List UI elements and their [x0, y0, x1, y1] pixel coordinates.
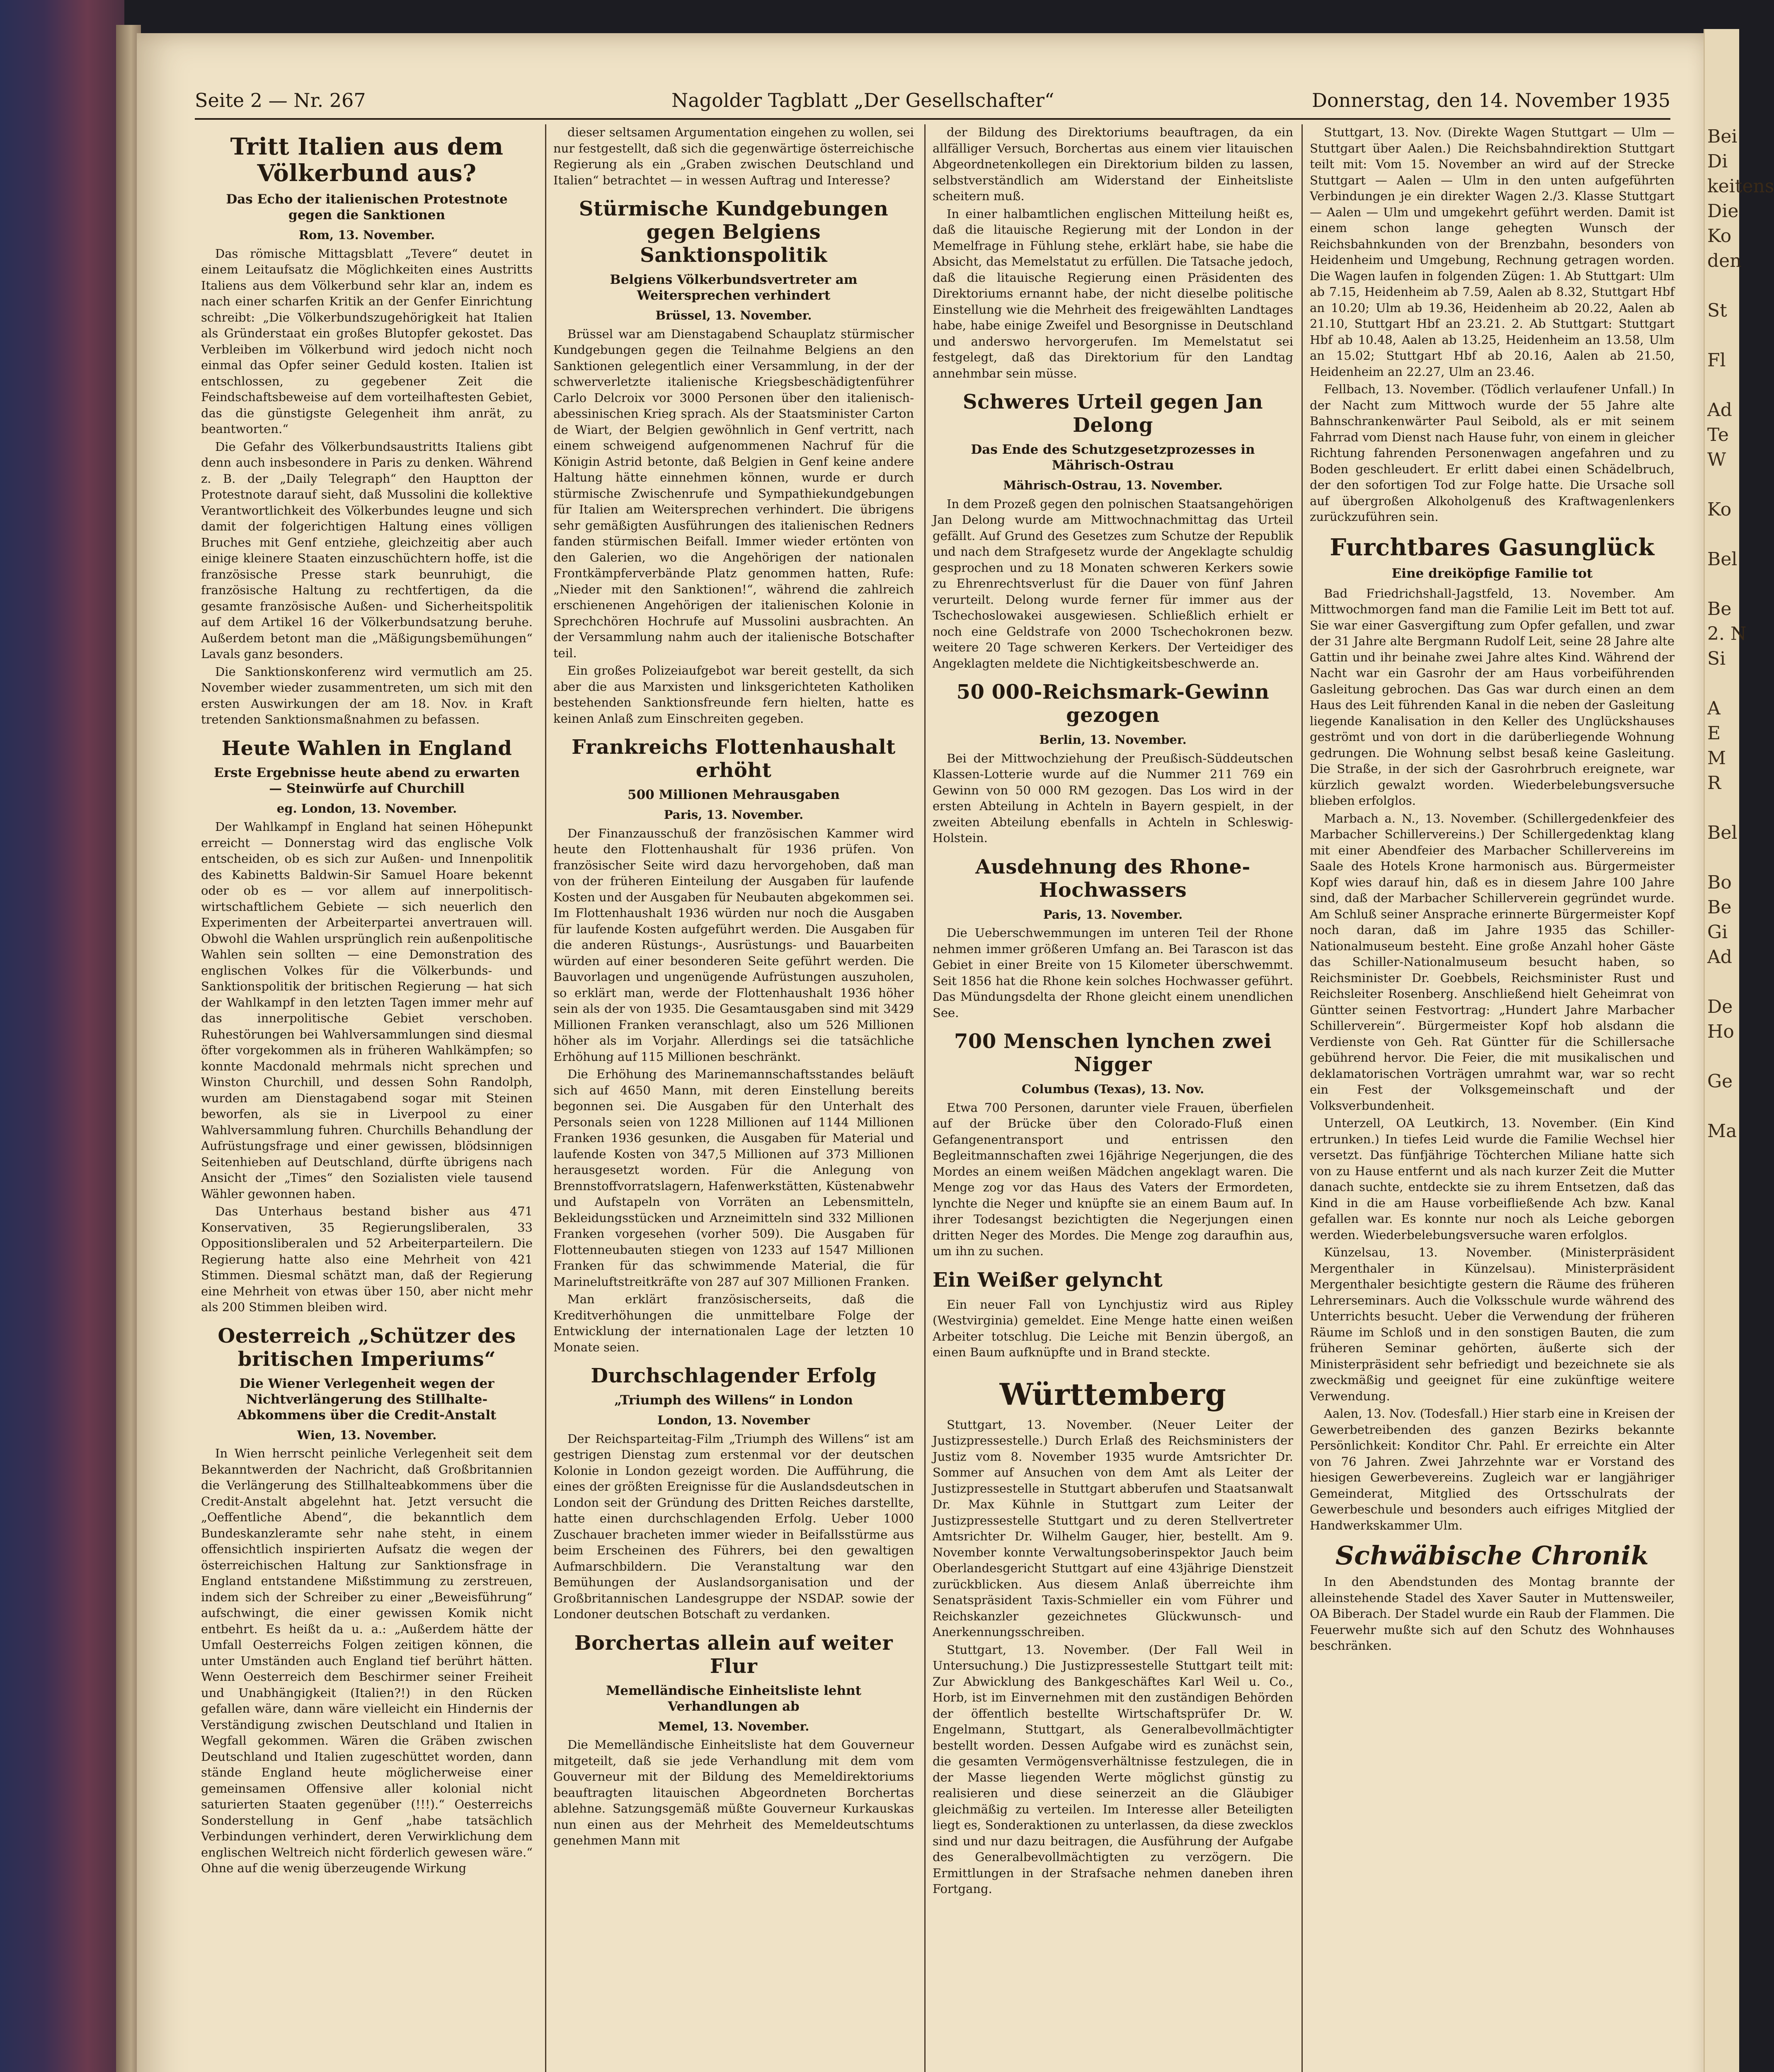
article-paragraph: Der Wahlkampf in England hat seinen Höhepunkt erreicht — Donnerstag wird das englische Volk entscheiden, ob es sich zur Außen- und Innenpolitik des Kabinetts Baldwin-Sir Samuel Hoare bekennt oder ob es — vor allem auf innerpolitisch-wirtschaftlichem Gebiete — sich neuerlich den Experimenten der Arbeiterpartei anvertrauen will. Obwohl die Wahlen ursprünglich rein außenpolitische Wahlen sein sollten — eine Demonstration des englischen Volkes für die Völkerbunds- und Sanktionspolitik der britischen Regierung — hat sich der Wahlkampf in den letzten Tagen immer mehr auf das innerpolitische Gebiet verschoben. Ruhestörungen bei Wahlversammlungen sind diesmal öfter vorgekommen als in früheren Wahlkämpfen; so konnte Macdonald mehrmals nicht sprechen und Winston Churchill, und dessen Sohn Randolph, wurden am Dienstagabend sogar mit Steinen beworfen, als sie in Liverpool zu einer Wahlversammlung fuhren. Churchills Behandlung der Aufrüstungsfrage und einer gewissen, blödsinnigen Seitenhieben auf Deutschland, dürfte übrigens nach Ansicht der „Times“ den Sozialisten viele tausend Wähler gewonnen haben.	[201, 820, 533, 1201]
article-paragraph: Aalen, 13. Nov. (Todesfall.) Hier starb eine in Kreisen der Gewerbetreibenden des ganzen Bezirks bekannte Persönlichkeit: Konditor Chr. Pahl. Er erreichte ein Alter von 76 Jahren. Zwei Jahrzehnte war er Vorstand des hiesigen Gewerbevereins. Zugleich war er langjähriger Gemeinderat, Mitglied des Ortsschulrats der Gewerbeschule und besonders auch eifriges Mitglied der Handwerkskammer Ulm.	[1310, 1406, 1675, 1532]
section-title-wuerttemberg: Württemberg	[999, 1376, 1226, 1412]
dateline: Paris, 13. November.	[1043, 907, 1183, 922]
headline-france-fleet: Frankreichs Flottenhaushalt erhöht	[572, 736, 896, 782]
dateline: Wien, 13. November.	[297, 1428, 437, 1442]
article-paragraph: Die Ueberschwemmungen im unteren Teil der Rhone nehmen immer größeren Umfang an. Bei Tarascon ist das Gebiet in einer Breite von 15 Kilometer überschwemmt. Seit 1856 hat die Rhone kein solches Hochwasser geführt. Das Mündungsdelta der Rhone gleicht einem unendlichen See.	[933, 926, 1293, 1020]
article-paragraph: Fellbach, 13. November. (Tödlich verlaufener Unfall.) In der Nacht zum Mittwoch wurde der 55 Jahre alte Bahnschrankenwärter Paul Seibold, als er mit seinem Fahrrad vom Dienst nach Hause fuhr, von einem in gleicher Richtung fahrenden Personenwagen angefahren und zu Boden geschleudert. Er erlitt dabei einen Schädelbruch, der den sofortigen Tod zur Folge hatte. Die Ursache soll auf übergroßen Alkoholgenuß des Kraftwagenlenkers zurückzuführen sein.	[1310, 382, 1675, 524]
headline-belgium: Stürmische Kundgebungen gegen Belgiens Sanktionspolitik	[579, 197, 889, 267]
column-2	[553, 124, 914, 2072]
dateline: Columbus (Texas), 13. Nov.	[1021, 1082, 1204, 1096]
page-header	[195, 89, 1670, 114]
column-1	[201, 124, 533, 2072]
subhead-delong: Das Ende des Schutzgesetzprozesses in Mährisch-Ostrau	[971, 442, 1255, 473]
dateline: London, 13. November	[657, 1413, 810, 1427]
headline-film: Durchschlagender Erfolg	[591, 1364, 877, 1387]
column-divider	[545, 124, 546, 2072]
dateline: Brüssel, 13. November.	[655, 308, 812, 322]
dateline: Paris, 13. November.	[664, 808, 804, 822]
article-paragraph: Die Erhöhung des Marinemannschaftsstandes beläuft sich auf 4650 Mann, mit deren Einstellung bereits begonnen sei. Die Ausgaben für den Unterhalt des Personals seien von 1228 Millionen auf 1144 Millionen Franken 1936 gesunken, die Ausgaben für Material und laufende Kosten von 347,5 Millionen auf 373 Millionen herausgesetzt worden. Für die Anlegung von Brennstoffvorratslagern, Hafenwerkstätten, Küstenabwehr und Aufstapeln von Vorräten an Lebensmitteln, Bekleidungsstücken und Arzneimitteln sind 332 Millionen Franken vorgesehen (vorher 509). Die Ausgaben für Flottenneubauten stiegen von 1233 auf 1547 Millionen Franken für das schwimmende Material, die für Marineluftstreitkräfte von 287 auf 307 Millionen Franken.	[553, 1067, 914, 1289]
article-paragraph: Der Reichsparteitag-Film „Triumph des Willens“ ist am gestrigen Dienstag zum erstenmal vor der deutschen Kolonie in London gezeigt worden. Die Aufführung, die eines der größten Ereignisse für die Auslandsdeutschen in London seit der Gründung des Dritten Reiches darstellte, hatte einen durchschlagenden Erfolg. Ueber 1000 Zuschauer bracheten immer wieder in Beifallsstürme aus beim Erscheinen des Führers, bei den gewaltigen Aufmarschbildern. Die Veranstaltung war den Bemühungen der Auslandsorganisation und der Großbritannischen Landesgruppe der NSDAP. sowie der Londoner deutschen Botschaft zu verdanken.	[553, 1431, 914, 1621]
column-4	[1310, 124, 1675, 2072]
masthead: Nagolder Tagblatt „Der Gesellschafter“	[671, 89, 1054, 111]
headline-lottery: 50 000-Reichsmark-Gewinn gezogen	[956, 680, 1270, 727]
article-paragraph: Bad Friedrichshall-Jagstfeld, 13. November. Am Mittwochmorgen fand man die Familie Leit im Bett tot auf. Sie war einer Gasvergiftung zum Opfer gefallen, und zwar der 31 Jahre alte Bergmann Rudolf Leit, seine 28 Jahre alte Gattin und ihr beinahe zwei Jahre altes Kind. Während der Nacht war ein Gasrohr der am Haus vorbeiführenden Gasleitung gebrochen. Das Gas war durch einen an dem Haus des Leit führenden Kanal in die neben der Gasleitung liegende Kanalisation in den Keller des Unglückshauses geströmt und von dort in die darüberliegende Wohnung gedrungen. Die Wohnung selbst besaß keine Gasleitung. Die Straße, in der sich der Gasrohrbruch ereignete, war kürzlich gewalzt worden. Wiederbelebungsversuche blieben erfolglos.	[1310, 586, 1675, 808]
article-paragraph: Die Gefahr des Völkerbundsaustritts Italiens gibt denn auch insbesondere in Paris zu denken. Während z. B. der „Daily Telegraph“ den Hauptton der Protestnote darauf sieht, daß Mussolini die kollektive Verantwortlichkeit des Völkerbundes leugne und sich damit der folgerichtigen Haltung eines völligen Bruches mit Genf entziehe, gleichzeitig aber auch einige kleinere Staaten einzuschüchtern hoffe, ist die französische Presse stark beunruhigt, die französische Haltung zu rechtfertigen, da die gesamte französische Außen- und Sicherheitspolitik auf dem Artikel 16 der Völkerbundsatzung beruhe. Außerdem betont man die „Mäßigungsbemühungen“ Lavals ganz besonders.	[201, 439, 533, 661]
subhead-france-fleet: 500 Millionen Mehrausgaben	[628, 787, 840, 802]
article-paragraph: Ein neuer Fall von Lynchjustiz wird aus Ripley (Westvirginia) gemeldet. Eine Menge hatte einen weißen Arbeiter totschlug. Die Leiche mit Benzin übergoß, an einen Baum aufknüpfte und in Brand steckte.	[933, 1297, 1293, 1359]
article-paragraph: Unterzell, OA Leutkirch, 13. November. (Ein Kind ertrunken.) In tiefes Leid wurde die Familie Wechsel hier versetzt. Das fünfjährige Töchterchen Miliane hatte sich von zu Hause entfernt und als nach kurzer Zeit die Mutter danach suchte, entdeckte sie zu ihrem Entsetzen, daß das Kind in die am Hause vorbeifließende Ach bzw. Kanal gefallen war. Es konnte nur noch als Leiche geborgen werden. Wiederbelebungsversuche waren erfolglos.	[1310, 1116, 1675, 1242]
headline-england: Heute Wahlen in England	[221, 736, 512, 760]
headline-ripley: Ein Weißer gelyncht	[933, 1268, 1163, 1292]
article-paragraph: Das römische Mittagsblatt „Tevere“ deutet in einem Leitaufsatz die Möglichkeiten eines Austritts Italiens aus dem Völkerbund sehr klar an, indem es nach einer scharfen Kritik an der Genfer Einrichtung schreibt: „Die Völkerbundszugehörigkeit hat Italien als Gründerstaat ein großes Blutopfer gekostet. Das Verbleiben im Völkerbund wird jedoch nicht noch einmal das Opfer seiner Geduld kosten. Italien ist entschlossen, zu gegebener Zeit die Feindschaftsbeweise auf dem vorteilhaftesten Gebiet, das die günstigste Gelegenheit ihm anrät, zu beantworten.“	[201, 246, 533, 436]
headline-rhone: Ausdehnung des Rhone-Hochwassers	[975, 855, 1251, 902]
dateline: Berlin, 13. November.	[1039, 733, 1187, 747]
article-paragraph: Ein großes Polizeiaufgebot war bereit gestellt, da sich aber die aus Marxisten und linksgerichteten Katholiken bestehenden Sanktionsfreunde fern hielten, hatte es keinen Anlaß zum Einschreiten gegeben.	[553, 663, 914, 726]
header-rule	[195, 118, 1670, 120]
article-paragraph: Etwa 700 Personen, darunter viele Frauen, überfielen auf der Brücke über den Colorado-Fluß einen Gefangenentransport und entrissen den Begleitmannschaften zwei 16jährige Negerjungen, die des Mordes an einem weißen Mädchen angeklagt waren. Die Menge zog vor das Haus des Vaters der Ermordeten, lynchte die Neger und knüpfte sie an einem Baum auf. In ihrer Todesangst bezichtigten die Negerjungen einen dritten Neger des Mordes. Die Menge zog daraufhin aus, um ihn zu suchen.	[933, 1100, 1293, 1258]
headline-italy: Tritt Italien aus dem Völkerbund aus?	[230, 133, 504, 187]
article-paragraph: dieser seltsamen Argumentation eingehen zu wollen, sei nur festgestellt, daß sich die gegenwärtige österreichische Regierung als ein „Graben zwischen Deutschland und Italien“ betrachtet — in wessen Auftrag und Interesse?	[553, 125, 914, 187]
subhead-gas-accident: Eine dreiköpfige Familie tot	[1391, 566, 1593, 581]
article-paragraph: In den Abendstunden des Montag brannte der alleinstehende Stadel des Xaver Sauter in Muttensweiler, OA Biberach. Der Stadel wurde ein Raub der Flammen. Die Feuerwehr mußte sich auf den Schutz des Wohnhauses beschränken.	[1310, 1575, 1675, 1653]
facing-page-edge	[1704, 29, 1774, 2072]
dateline: Mährisch-Ostrau, 13. November.	[1003, 478, 1223, 492]
article-paragraph: Die Sanktionskonferenz wird vermutlich am 25. November wieder zusammentreten, um sich mit den ersten Auswirkungen der am 18. Nov. in Kraft tretenden Sanktionsmaßnahmen zu befassen.	[201, 664, 533, 726]
article-paragraph: In einer halbamtlichen englischen Mitteilung heißt es, daß die litauische Regierung mit der London in der Memelfrage in Fühlung stehe, erklärt habe, sie habe die Absicht, das Memelstatut zu erfüllen. Die Tatsache jedoch, daß die litauische Regierung einen Präsidenten des Direktoriums ernannt habe, der nicht dieselbe politische Einstellung wie die Mehrheit des freigewählten Landtages habe, habe einige Zweifel und Besorgnisse in Deutschland und anderswo hervorgerufen. Im Memelstatut sei festgelegt, daß das Direktorium für den Landtag annehmbar sein müsse.	[933, 206, 1293, 380]
article-paragraph: In dem Prozeß gegen den polnischen Staatsangehörigen Jan Delong wurde am Mittwochnachmittag das Urteil gefällt. Auf Grund des Gesetzes zum Schutze der Republik und nach dem Strafgesetz wurde der Angeklagte schuldig gesprochen und zu 18 Monaten schweren Kerkers sowie zu Ehrenrechtsverlust für die Dauer von fünf Jahren verurteilt. Delong wurde ferner für immer aus der Tschechoslowakei ausgewiesen. Schließlich erhielt er noch eine Geldstrafe von 2000 Tschechokronen bezw. weitere 20 Tage schweren Kerkers. Der Verteidiger des Angeklagten meldete die Nichtigkeitsbeschwerde an.	[933, 496, 1293, 670]
column-3	[933, 124, 1293, 2072]
page-number: Seite 2 — Nr. 267	[195, 89, 366, 111]
article-paragraph: Man erklärt französischerseits, daß die Kreditverhöhungen die unmittelbare Folge der Entwicklung der internationalen Lage der letzten 10 Monate seien.	[553, 1292, 914, 1354]
article-paragraph: Stuttgart, 13. Nov. (Direkte Wagen Stuttgart — Ulm — Stuttgart über Aalen.) Die Reichsbahndirektion Stuttgart teilt mit: Vom 15. November an wird auf der Strecke Stuttgart — Aalen — Ulm in den unten aufgeführten Verbindungen je ein direkter Wagen 2./3. Klasse Stuttgart — Aalen — Ulm und umgekehrt geführt werden. Damit ist einem schon lange gehegten Wunsch der Reichsbahnkunden von der Brenzbahn, besonders von Heidenheim und Umgebung, Rechnung getragen worden. Die Wagen laufen in folgenden Zügen: 1. Ab Stuttgart: Ulm ab 7.15, Heidenheim ab 7.59, Aalen ab 8.32, Stuttgart Hbf an 10.20; Ulm ab 19.36, Heidenheim ab 20.22, Aalen ab 21.10, Stuttgart Hbf an 23.21. 2. Ab Stuttgart: Stuttgart Hbf ab 10.48, Aalen ab 13.25, Heidenheim an 13.58, Ulm an 15.02; Stuttgart Hbf ab 20.16, Aalen ab 21.50, Heidenheim an 22.27, Ulm an 23.46.	[1310, 125, 1675, 379]
section-title-chronik: Schwäbische Chronik	[1335, 1540, 1649, 1571]
article-paragraph: der Bildung des Direktoriums beauftragen, da ein allfälliger Versuch, Borchertas aus einem vier litauischen Abgeordnetenkollegen ein Direktorium bilden zu lassen, selbstverständlich am Widerstand der Einheitsliste scheitern muß.	[933, 125, 1293, 203]
article-paragraph: Stuttgart, 13. November. (Neuer Leiter der Justizpressestelle.) Durch Erlaß des Reichsministers der Justiz vom 8. November 1935 wurde Amtsrichter Dr. Sommer auf Ansuchen von dem Amt als Leiter der Justizpressestelle in Stuttgart abberufen und Staatsanwalt Dr. Max Kühnle in Stuttgart zum Leiter der Justizpressestelle Stuttgart und zu deren Stellvertreter Amtsrichter Dr. Wilhelm Gauger, hier, bestellt. Am 9. November konnte Verwaltungsoberinspektor Jauch beim Oberlandesgericht Stuttgart auf eine 43jährige Dienstzeit zurückblicken. Aus diesem Anlaß überreichte ihm Senatspräsident Taxis-Schmieller ein vom Führer und Reichskanzler gezeichnetes Glückwunsch- und Anerkennungsschreiben.	[933, 1417, 1293, 1639]
subhead-austria: Die Wiener Verlegenheit wegen der Nichtverlängerung des Stillhalte-Abkommens über die Credit-Anstalt	[237, 1376, 497, 1423]
article-paragraph: Das Unterhaus bestand bisher aus 471 Konservativen, 35 Regierungsliberalen, 33 Oppositionsliberalen und 52 Arbeiterparteilern. Die Regierung hatte also eine Mehrheit von 421 Stimmen. Diesmal schätzt man, daß der Regierung eine Mehrheit von etwas über 150, aber nicht mehr als 200 Stimmen bleiben wird.	[201, 1204, 533, 1314]
headline-gas-accident: Furchtbares Gasunglück	[1330, 533, 1655, 561]
headline-texas: 700 Menschen lynchen zwei Nigger	[954, 1030, 1272, 1076]
column-divider	[1301, 124, 1303, 2072]
subhead-memel: Memelländische Einheitsliste lehnt Verhandlungen ab	[606, 1683, 862, 1714]
article-paragraph: In Wien herrscht peinliche Verlegenheit seit dem Bekanntwerden der Nachricht, daß Großbritannien die Verlängerung des Stillhalteabkommens über die Credit-Anstalt abgelehnt hat. Jetzt versucht die „Oeffentliche Abend“, die bekanntlich dem Bundeskanzleramte sehr nahe steht, in einem offensichtlich inspirierten Aufsatz die wegen der österreichischen Haltung zur Sanktionsfrage in England entstandene Mißstimmung zu zerstreuen, indem sich der Schreiber zu einer „Beweisführung“ aufschwingt, die einer gewissen Komik nicht entbehrt. Es heißt da u. a.: „Außerdem hätte der Umfall Oesterreichs Folgen zeitigen können, die unter Umständen auch England tief berührt hätten. Wenn Oesterreich dem Beschirmer seiner Freiheit und Unabhängigkeit (Italien?!) in den Rücken gefallen wäre, dann wäre vielleicht ein Hindernis der Verständigung zwischen Deutschland und Italien in Wegfall gekommen. Wären die Gräben zwischen Deutschland und Italien zugeschüttet worden, dann stände England heute möglicherweise einer gemeinsamen Offensive aller kolonial nicht saturierten Staaten gegenüber (!!!).“ Oesterreichs Sonderstellung in Genf „habe tatsächlich Verbindungen verhindert, deren Verwirklichung dem englischen Weltreich nicht förderlich gewesen wäre.“ Ohne auf die wenig überzeugende Wirkung	[201, 1446, 533, 1875]
headline-austria: Oesterreich „Schützer des britischen Imperiums“	[218, 1324, 516, 1371]
column-divider	[924, 124, 926, 2072]
subhead-england: Erste Ergebnisse heute abend zu erwarten — Steinwürfe auf Churchill	[214, 765, 520, 796]
issue-date: Donnerstag, den 14. November 1935	[1311, 89, 1670, 111]
subhead-film: „Triumph des Willens“ in London	[614, 1393, 853, 1408]
article-paragraph: Marbach a. N., 13. November. (Schillergedenkfeier des Marbacher Schillervereins.) Der Schillergedenktag klang mit einer Abendfeier des Marbacher Schillervereins im Saale des Hotels Krone harmonisch aus. Bürgermeister Kopf wies darauf hin, daß es in diesem Jahre 100 Jahre sind, daß der Marbacher Schillerverein gegründet wurde. Am Schluß seiner Ansprache erinnerte Bürgermeister Kopf noch daran, daß im Jahre 1935 das Schiller-Nationalmuseum besteht. Eine große Anzahl hoher Gäste das Schiller-Nationalmuseum besucht haben, so Reichsminister Dr. Goebbels, Reichsminister Rust und Reichsleiter Rosenberg. Anschließend hielt Geheimrat von Güntter seinen Festvortrag: „Hundert Jahre Marbacher Schillerverein“. Bürgermeister Kopf hob alsdann die Verdienste von Geh. Rat Güntter für die Schillersache gebührend hervor. Die Feier, die mit musikalischen und deklamatorischen Vorträgen umrahmt war, war so recht ein Fest der Volksgemeinschaft und der Volksverbundenheit.	[1310, 811, 1675, 1113]
headline-delong: Schweres Urteil gegen Jan Delong	[962, 390, 1263, 437]
dateline: eg. London, 13. November.	[276, 801, 457, 816]
dateline: Memel, 13. November.	[658, 1719, 809, 1733]
article-paragraph: Künzelsau, 13. November. (Ministerpräsident Mergenthaler in Künzelsau). Ministerpräsident Mergenthaler besichtigte gestern die Räume des früheren Lehrerseminars. Auch die Volksschule wurde während des Unterrichts besucht. Ueber die Verwendung der früheren Räume im Schloß und in den sonstigen Bauten, die zum früheren Seminar gehörten, äußerte sich der Ministerpräsident sehr befriedigt und bezeichnete sie als zweckmäßig und geeignet für eine zukünftige weitere Verwendung.	[1310, 1245, 1675, 1403]
dateline: Rom, 13. November.	[298, 228, 435, 242]
article-paragraph: Die Memelländische Einheitsliste hat dem Gouverneur mitgeteilt, daß sie jede Verhandlung mit dem vom Gouverneur mit der Bildung des Memeldirektoriums beauftragten litauischen Abgeordneten Borchertas ablehne. Satzungsgemäß müßte Gouverneur Kurkauskas nun einen aus der Mehrheit des Memeldeutschtums genehmen Mann mit	[553, 1738, 914, 1847]
subhead-italy: Das Echo der italienischen Protestnote gegen die Sanktionen	[226, 192, 508, 223]
headline-memel: Borchertas allein auf weiter Flur	[574, 1631, 893, 1678]
book-cover	[0, 0, 124, 2072]
article-paragraph: Brüssel war am Dienstagabend Schauplatz stürmischer Kundgebungen gegen die Teilnahme Belgiens an den Sanktionen gelegentlich einer Versammlung, in der der schwerverletzte italienische Kriegsbeschädigtenführer Carlo Delcroix vor 3000 Personen über den italienisch-abessinischen Krieg sprach. Als der Staatsminister Carton de Wiart, der Belgien gewöhnlich in Genf vertritt, nach einem schweigend aufgenommenen Nachruf für die Königin Astrid betonte, daß Belgien in Genf keine andere Haltung hätte einnehmen können, wurde er durch stürmische Zwischenrufe und Sympathiekundgebungen für Italien am Weitersprechen verhindert. Die übrigens sehr gemäßigten Ausführungen des italienischen Redners fanden stürmischen Beifall. Immer wieder ertönten von den Galerien, wo die Angehörigen der nationalen Frontkämpferverbände Platz genommen hatten, Rufe: „Nieder mit den Sanktionen!“, während die zahlreich erschienenen Angehörigen der italienischen Kolonie in Sprechchören Hochrufe auf Mussolini ausbrachten. An der Versammlung nahm auch der italienische Botschafter teil.	[553, 327, 914, 660]
article-paragraph: Stuttgart, 13. November. (Der Fall Weil in Untersuchung.) Die Justizpressestelle Stuttgart teilt mit: Zur Abwicklung des Bankgeschäftes Karl Weil u. Co., Horb, ist im Einvernehmen mit den zuständigen Behörden der öffentlich bestellte Wirtschaftsprüfer Dr. W. Engelmann, Stuttgart, als Generalbevollmächtigter bestellt worden. Dessen Aufgabe wird es zunächst sein, die gesamten Vermögensverhältnisse festzulegen, die in der Masse liegenden Werte möglichst günstig zu realisieren und diese seinerzeit an die Gläubiger gleichmäßig zu verteilen. Im Interesse aller Beteiligten liegt es, Sonderaktionen zu unterlassen, da diese zwecklos sind und nur dazu beitragen, die Ausführung der Aufgabe des Generalbevollmächtigten zu verzögern. Die Ermittlungen in der Strafsache nehmen daneben ihren Fortgang.	[933, 1642, 1293, 1896]
subhead-belgium: Belgiens Völkerbundsvertreter am Weitersprechen verhindert	[610, 272, 858, 303]
facing-page-text: Bei Di keitens Die Ko den St Fl Ad Te W Ko Bel Be 2. N Si A E M R Bel Bo Be Gi Ad De Ho Ge Ma	[1707, 126, 1774, 1142]
article-paragraph: Der Finanzausschuß der französischen Kammer wird heute den Flottenhaushalt für 1936 prüfen. Von französischer Seite wird dazu hervorgehoben, daß man von der früheren Einteilung der Ausgaben für laufende Kosten und der Ausgaben für Neubauten abgekommen sei. Im Flottenhaushalt 1936 würden nur noch die Ausgaben für laufende Kosten aufgeführt werden. Die Ausgaben für die anderen Rüstungs-, Ausrüstungs- und Bauarbeiten würden auf einer besonderen Seite geführt werden. Die Bauvorlagen und ungenügende Aufrüstungen auszuholen, so erklärt man, werde der Flottenhaushalt 1936 höher sein als der von 1935. Die Gesamtausgaben sind mit 3429 Millionen Franken veranschlagt, also um 526 Millionen höher als im Vorjahr. Allerdings sei die tatsächliche Erhöhung auf 115 Millionen beschränkt.	[553, 826, 914, 1064]
article-paragraph: Bei der Mittwochziehung der Preußisch-Süddeutschen Klassen-Lotterie wurde auf die Nummer 211 769 ein Gewinn von 50 000 RM gezogen. Das Los wird in der ersten Abteilung in Achteln in Bayern gespielt, in der zweiten Abteilung ebenfalls in Achteln in Schleswig-Holstein.	[933, 751, 1293, 845]
